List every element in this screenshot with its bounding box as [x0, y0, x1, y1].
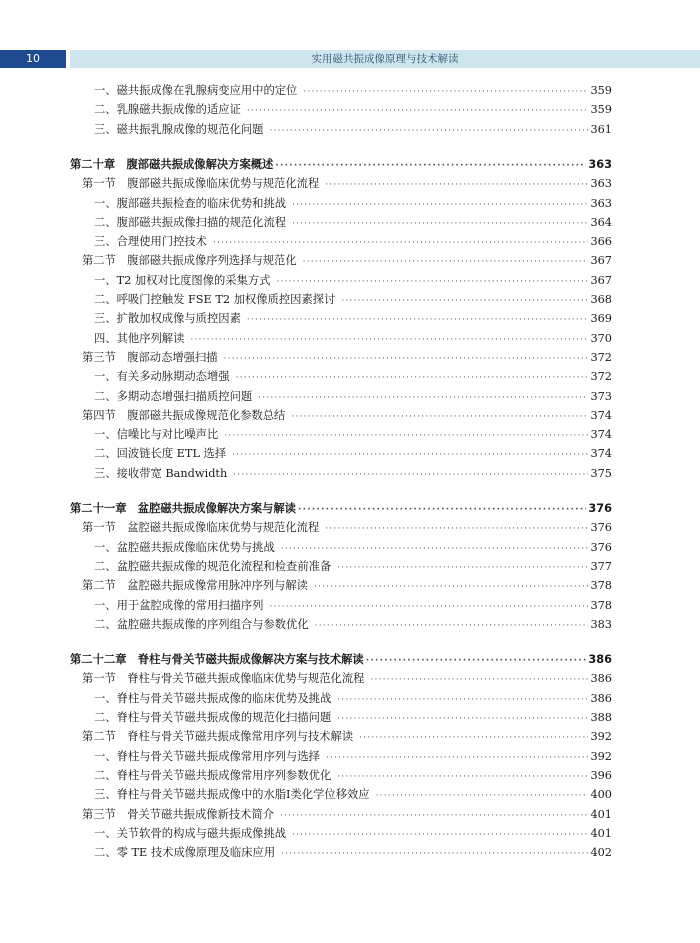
toc-leader-dots	[236, 369, 589, 387]
toc-page-number: 374	[590, 447, 612, 461]
toc-leader-dots	[247, 102, 589, 120]
toc-title: 第二十一章 盆腔磁共振成像解决方案与解读	[70, 502, 296, 515]
toc-subsection[interactable]	[94, 709, 612, 727]
toc-page-number: 401	[590, 807, 612, 821]
toc-page-number: 367	[590, 273, 612, 287]
toc-page-number: 388	[590, 711, 612, 724]
toc-page-number: 370	[590, 331, 612, 345]
toc-section[interactable]	[82, 252, 612, 270]
toc-page-number: 400	[590, 788, 612, 802]
toc-page-number: 372	[590, 370, 612, 384]
toc-leader-dots	[303, 83, 588, 101]
toc-subsection[interactable]	[94, 539, 612, 557]
toc-page-number: 367	[590, 254, 612, 268]
toc-title: 三、磁共振乳腺成像的规范化问题	[94, 122, 264, 136]
toc-subsection[interactable]	[94, 844, 612, 862]
toc-chapter[interactable]	[70, 500, 612, 518]
toc-subsection[interactable]	[94, 445, 612, 463]
toc-leader-dots	[190, 331, 588, 349]
book-title: 实用磁共振成像原理与技术解读	[70, 50, 700, 68]
toc-page-number: 363	[590, 177, 612, 191]
toc-title: 第三节 腹部动态增强扫描	[82, 350, 218, 364]
toc-page-number: 368	[590, 293, 612, 306]
toc-leader-dots	[292, 826, 588, 844]
toc-leader-dots	[359, 729, 588, 747]
toc-page-number: 386	[590, 691, 612, 705]
toc-leader-dots	[298, 501, 586, 519]
toc-leader-dots	[281, 540, 589, 558]
toc-leader-dots	[224, 350, 589, 368]
toc-page-number: 374	[590, 428, 612, 442]
toc-page-number: 363	[588, 157, 612, 171]
toc-title: 一、关节软骨的构成与磁共振成像挑战	[94, 826, 287, 840]
toc-leader-dots	[280, 807, 588, 825]
toc-subsection[interactable]	[94, 786, 612, 804]
toc-page-number: 376	[588, 502, 612, 515]
toc-leader-dots	[314, 578, 588, 596]
toc-page-number: 373	[590, 389, 612, 403]
toc-leader-dots	[370, 671, 588, 689]
toc-title: 第四节 腹部磁共振成像规范化参数总结	[82, 408, 286, 422]
toc-title: 二、脊柱与骨关节磁共振成像常用序列参数优化	[94, 768, 332, 782]
toc-subsection[interactable]	[94, 597, 612, 615]
toc-leader-dots	[275, 157, 586, 175]
toc-section[interactable]	[82, 806, 612, 824]
toc-subsection[interactable]	[94, 767, 612, 785]
toc-leader-dots	[292, 215, 588, 233]
toc-title: 二、腹部磁共振成像扫描的规范化流程	[94, 215, 287, 229]
toc-page-number: 359	[590, 103, 612, 117]
toc-page-number: 377	[590, 559, 612, 573]
toc-page-number: 376	[590, 521, 612, 535]
toc-title: 一、脊柱与骨关节磁共振成像常用序列与选择	[94, 749, 320, 763]
toc-leader-dots	[325, 520, 588, 538]
toc-leader-dots	[232, 446, 588, 464]
toc-title: 第二节 盆腔磁共振成像常用脉冲序列与解读	[82, 579, 308, 593]
toc-subsection[interactable]	[94, 214, 612, 232]
toc-title: 二、呼吸门控触发 FSE T2 加权像质控因素探讨	[94, 293, 336, 306]
toc-title: 二、脊柱与骨关节磁共振成像的规范化扫描问题	[94, 711, 332, 724]
toc-page-number: 383	[590, 617, 612, 631]
toc-chapter[interactable]	[70, 651, 612, 669]
toc-chapter[interactable]	[70, 156, 612, 174]
toc-leader-dots	[341, 292, 588, 310]
toc-leader-dots	[376, 787, 589, 805]
toc-leader-dots	[366, 652, 587, 670]
toc-page-number: 401	[590, 826, 612, 840]
toc-section[interactable]	[82, 577, 612, 595]
toc-page-number: 359	[590, 84, 612, 97]
toc-title: 二、零 TE 技术成像原理及临床应用	[94, 846, 276, 860]
toc-title: 二、乳腺磁共振成像的适应证	[94, 103, 241, 117]
toc-title: 第二节 腹部磁共振成像序列选择与规范化	[82, 254, 297, 268]
toc-title: 三、脊柱与骨关节磁共振成像中的水脂Ⅰ类化学位移效应	[94, 788, 370, 802]
toc-subsection[interactable]	[94, 558, 612, 576]
toc-subsection[interactable]	[94, 101, 612, 119]
toc-section[interactable]	[82, 728, 612, 746]
toc-page-number: 361	[590, 122, 612, 136]
toc-section[interactable]	[82, 519, 612, 537]
toc-title: 二、多期动态增强扫描质控问题	[94, 389, 253, 403]
toc-page-number: 375	[590, 466, 612, 480]
toc-page-number: 366	[590, 235, 612, 249]
toc-subsection[interactable]	[94, 616, 612, 634]
toc-leader-dots	[233, 466, 588, 484]
toc-subsection[interactable]	[94, 690, 612, 708]
toc-title: 一、信噪比与对比噪声比	[94, 428, 219, 442]
toc-title: 二、盆腔磁共振成像的序列组合与参数优化	[94, 617, 309, 631]
toc-title: 三、合理使用门控技术	[94, 235, 207, 249]
toc-leader-dots	[281, 845, 588, 863]
toc-subsection[interactable]	[94, 388, 612, 406]
toc-title: 一、T2 加权对比度图像的采集方式	[94, 273, 271, 287]
toc-leader-dots	[224, 427, 588, 445]
toc-title: 一、有关多动脉期动态增强	[94, 370, 230, 384]
toc-leader-dots	[326, 749, 588, 767]
toc-leader-dots	[213, 234, 588, 252]
toc-page-number: 374	[590, 408, 612, 422]
toc-title: 二、回波链长度 ETL 选择	[94, 447, 227, 461]
toc-title: 三、接收带宽 Bandwidth	[94, 466, 228, 480]
toc-page-number: 369	[590, 312, 612, 326]
toc-subsection[interactable]	[94, 368, 612, 386]
page-number: 10	[0, 50, 66, 68]
toc-page-number: 402	[590, 846, 612, 860]
toc-page-number: 376	[590, 540, 612, 554]
toc-leader-dots	[337, 710, 588, 728]
toc-subsection[interactable]	[94, 426, 612, 444]
toc-title: 一、用于盆腔成像的常用扫描序列	[94, 598, 264, 612]
toc-leader-dots	[247, 311, 589, 329]
toc-page-number: 372	[590, 350, 612, 364]
toc-leader-dots	[325, 176, 588, 194]
toc-title: 第二节 脊柱与骨关节磁共振成像常用序列与技术解读	[82, 730, 354, 744]
toc-title: 第三节 骨关节磁共振成像新技术简介	[82, 807, 275, 821]
toc-title: 第二十章 腹部磁共振成像解决方案概述	[70, 157, 274, 171]
toc-leader-dots	[337, 768, 588, 786]
toc-subsection[interactable]	[94, 82, 612, 100]
toc-section[interactable]	[82, 175, 612, 193]
toc-subsection[interactable]	[94, 233, 612, 251]
toc-page-number: 392	[590, 749, 612, 763]
toc-page-number: 378	[590, 579, 612, 593]
toc-subsection[interactable]	[94, 195, 612, 213]
toc-title: 三、扩散加权成像与质控因素	[94, 312, 241, 326]
toc-subsection[interactable]	[94, 465, 612, 483]
toc-title: 一、磁共振成像在乳腺病变应用中的定位	[94, 84, 298, 97]
toc-page-number: 364	[590, 215, 612, 229]
toc-title: 一、盆腔磁共振成像临床优势与挑战	[94, 540, 275, 554]
toc-subsection[interactable]	[94, 272, 612, 290]
toc-subsection[interactable]	[94, 825, 612, 843]
running-header	[0, 50, 700, 68]
toc-subsection[interactable]	[94, 330, 612, 348]
toc-page-number: 396	[590, 768, 612, 782]
toc-section[interactable]	[82, 407, 612, 425]
toc-title: 第一节 盆腔磁共振成像临床优势与规范化流程	[82, 521, 320, 535]
toc-title: 第一节 腹部磁共振成像临床优势与规范化流程	[82, 177, 320, 191]
toc-subsection[interactable]	[94, 748, 612, 766]
toc-page-number: 392	[590, 730, 612, 744]
toc-page-number: 363	[590, 196, 612, 210]
toc-leader-dots	[276, 273, 588, 291]
toc-title: 第一节 脊柱与骨关节磁共振成像临床优势与规范化流程	[82, 672, 365, 686]
toc-leader-dots	[269, 598, 588, 616]
toc-leader-dots	[337, 691, 588, 709]
toc-leader-dots	[292, 196, 588, 214]
toc-section[interactable]	[82, 349, 612, 367]
toc-page-number: 378	[590, 598, 612, 612]
toc-leader-dots	[303, 253, 589, 271]
toc-subsection[interactable]	[94, 121, 612, 139]
toc-title: 第二十二章 脊柱与骨关节磁共振成像解决方案与技术解读	[70, 653, 364, 667]
toc-title: 一、腹部磁共振检查的临床优势和挑战	[94, 196, 287, 210]
toc-leader-dots	[269, 122, 588, 140]
toc-leader-dots	[337, 559, 588, 577]
toc-leader-dots	[315, 617, 589, 635]
toc-title: 二、盆腔磁共振成像的规范化流程和检查前准备	[94, 559, 332, 573]
toc-leader-dots	[258, 389, 588, 407]
toc-page-number: 386	[588, 653, 612, 667]
toc-leader-dots	[291, 408, 588, 426]
toc-title: 一、脊柱与骨关节磁共振成像的临床优势及挑战	[94, 691, 332, 705]
toc-section[interactable]	[82, 670, 612, 688]
toc-subsection[interactable]	[94, 310, 612, 328]
toc-page-number: 386	[590, 672, 612, 686]
toc-subsection[interactable]	[94, 291, 612, 309]
toc-title: 四、其他序列解读	[94, 331, 185, 345]
